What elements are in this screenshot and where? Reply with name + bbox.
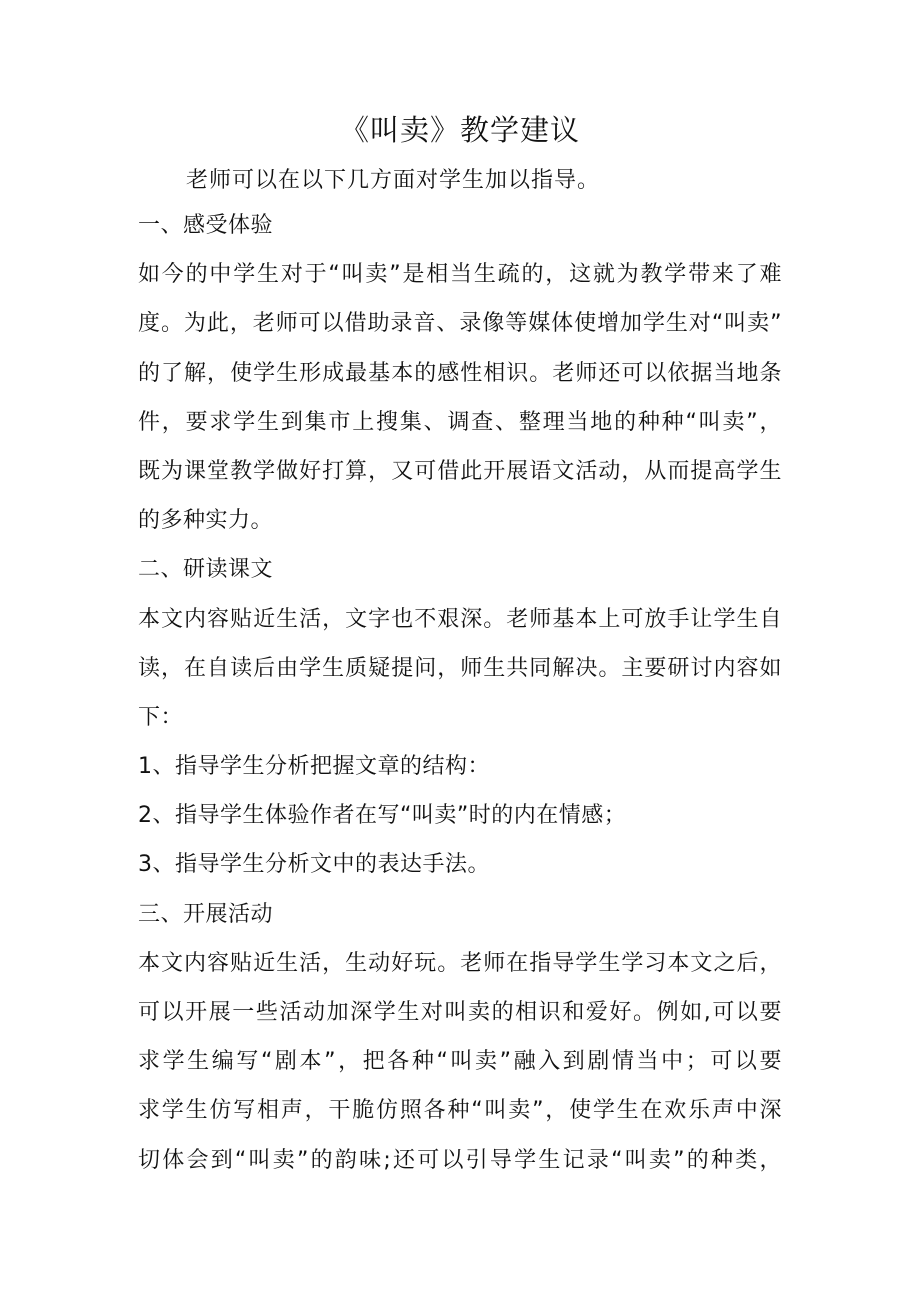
list-item: 2、指导学生体验作者在写“叫卖”时的内在情感；	[138, 803, 627, 829]
section-heading-2: 二、研读课文	[138, 557, 274, 583]
body-line: 下：	[138, 704, 184, 730]
body-line: 本文内容贴近生活，文字也不艰深。老师基本上可放手让学生自	[138, 606, 782, 632]
body-line: 的多种实力。	[138, 508, 274, 534]
body-line: 件，要求学生到集市上搜集、调查、整理当地的种种“叫卖”，	[138, 409, 782, 435]
body-line: 切体会到“叫卖”的韵味;还可以引导学生记录“叫卖”的种类，	[138, 1147, 782, 1173]
body-line: 如今的中学生对于“叫卖”是相当生疏的，这就为教学带来了难	[138, 262, 783, 288]
document-title: 《叫卖》教学建议	[339, 113, 580, 147]
body-line: 求学生仿写相声，干脆仿照各种“叫卖”，使学生在欢乐声中深	[138, 1098, 783, 1124]
list-item: 3、指导学生分析文中的表达手法。	[138, 852, 490, 878]
body-line: 求学生编写“剧本”，把各种“叫卖”融入到剧情当中；可以要	[138, 1049, 782, 1075]
body-line: 可以开展一些活动加深学生对叫卖的相识和爱好。例如,可以要	[138, 1000, 782, 1025]
body-line: 读，在自读后由学生质疑提问，师生共同解决。主要研讨内容如	[138, 655, 782, 681]
body-line: 的了解，使学生形成最基本的感性相识。老师还可以依据当地条	[138, 360, 782, 386]
section-heading-3: 三、开展活动	[138, 901, 274, 927]
document-body	[138, 201, 788, 1185]
body-line: 度。为此，老师可以借助录音、录像等媒体使增加学生对“叫卖”	[138, 311, 782, 337]
body-line: 本文内容贴近生活，生动好玩。老师在指导学生学习本文之后，	[138, 950, 782, 976]
list-item: 1、指导学生分析把握文章的结构：	[138, 754, 490, 780]
body-line: 既为课堂教学做好打算，又可借此开展语文活动，从而提高学生	[138, 458, 782, 484]
section-heading-1: 一、感受体验	[138, 213, 274, 238]
intro-paragraph: 老师可以在以下几方面对学生加以指导。	[186, 168, 601, 193]
